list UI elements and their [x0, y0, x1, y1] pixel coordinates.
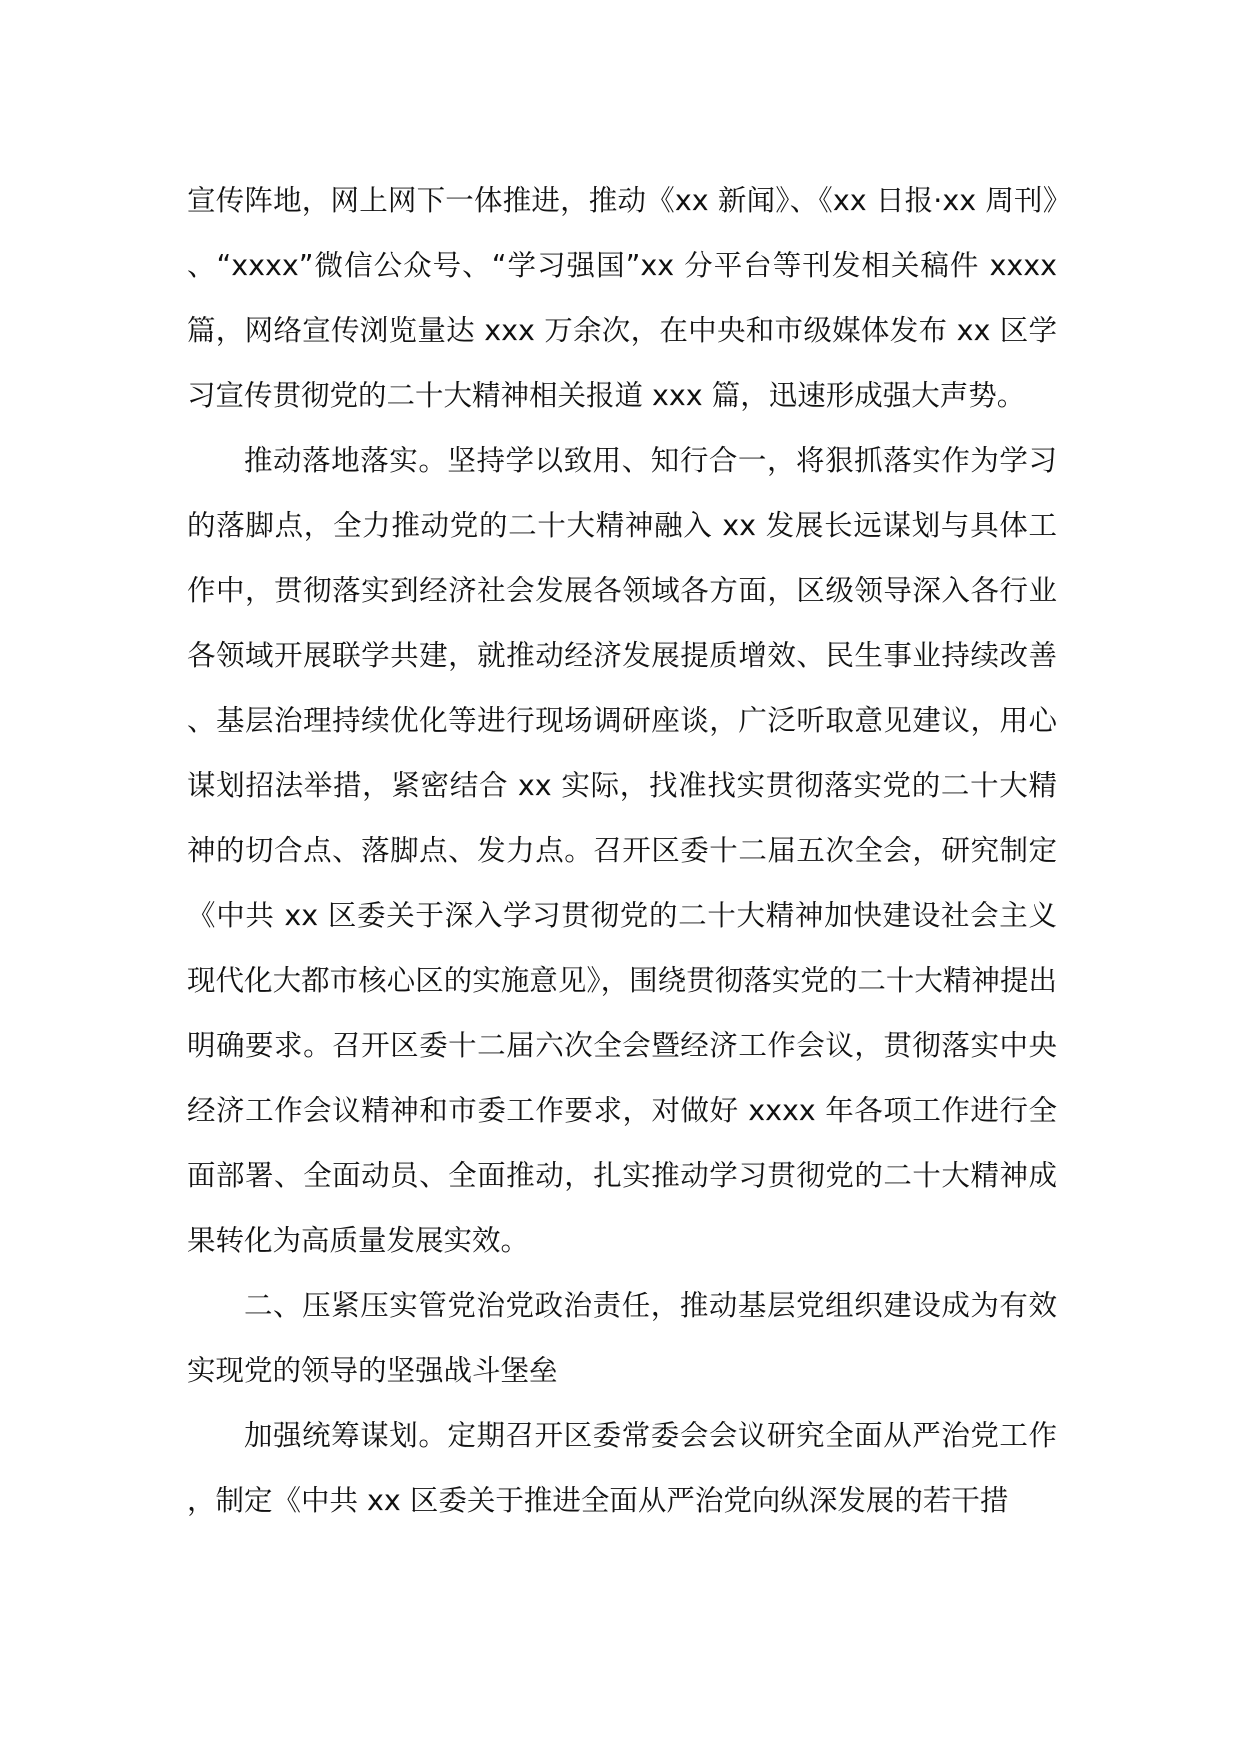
section-heading: 二、压紧压实管党治党政治责任，推动基层党组织建设成为有效实现党的领导的坚强战斗堡垒 [187, 1289, 1057, 1387]
paragraph-implementation: 推动落地落实。坚持学以致用、知行合一，将狠抓落实作为学习的落脚点，全力推动党的二十大精神融入 xx 发展长远谋划与具体工作中，贯彻落实到经济社会发展各领域各方面，区级领导深入各行业各领域开展联学共建，就推动经济发展提质增效、民生事业持续改善、基层治理持续优化等进行现场调研座谈，广泛听取意见建议，用心谋划招法举措，紧密结合 xx 实际，找准找实贯彻落实党的二十大精神的切合点、落脚点、发力点。召开区委十二届五次全会，研究制定《中共 xx 区委关于深入学习贯彻党的二十大精神加快建设社会主义现代化大都市核心区的实施意见》，围绕贯彻落实党的二十大精神提出明确要求。召开区委十二届六次全会暨经济工作会议，贯彻落实中央经济工作会议精神和市委工作要求，对做好 xxxx 年各项工作进行全面部署、全面动员、全面推动，扎实推动学习贯彻党的二十大精神成果转化为高质量发展实效。 [187, 444, 1057, 1257]
document-body [187, 168, 1057, 1533]
paragraph-continuation: 宣传阵地，网上网下一体推进，推动《xx 新闻》、《xx 日报·xx 周刊》、“xxxx”微信公众号、“学习强国”xx 分平台等刊发相关稿件 xxxx 篇，网络宣传浏览量达 xxx 万余次，在中央和市级媒体发布 xx 区学习宣传贯彻党的二十大精神相关报道 xxx 篇，迅速形成强大声势。 [187, 184, 1057, 412]
paragraph-coordination: 加强统筹谋划。定期召开区委常委会会议研究全面从严治党工作，制定《中共 xx 区委关于推进全面从严治党向纵深发展的若干措 [187, 1419, 1057, 1517]
